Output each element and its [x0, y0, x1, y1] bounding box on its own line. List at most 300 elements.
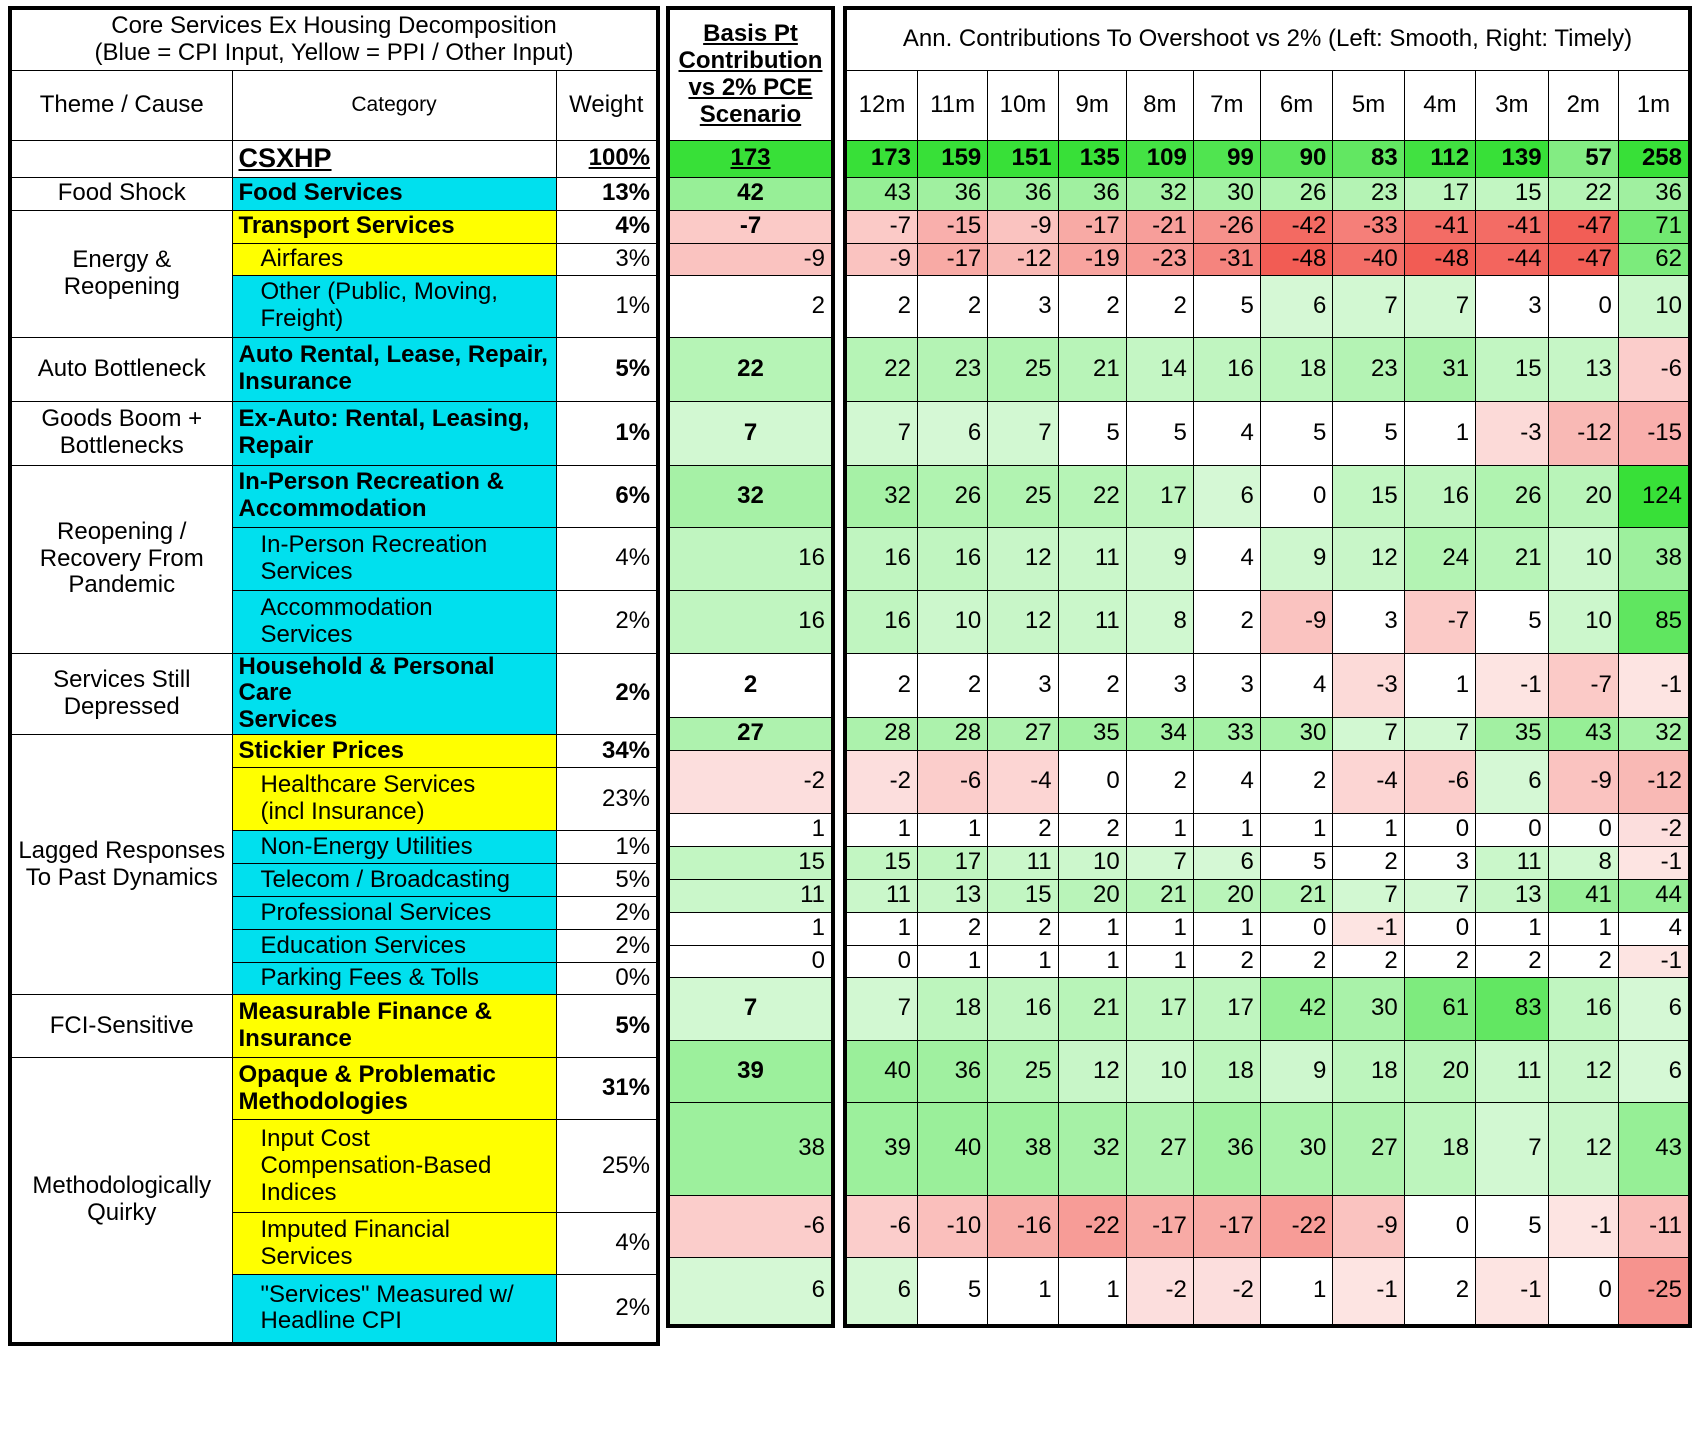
contrib-number: 0 [1598, 291, 1612, 319]
contrib-value [917, 1257, 987, 1326]
contrib-number: 4 [1240, 544, 1254, 572]
contrib-number: 32 [1160, 179, 1187, 207]
contrib-value [1058, 210, 1126, 243]
contrib-number: 2 [1312, 767, 1327, 795]
horizon-header [1058, 70, 1126, 140]
category-cell [232, 1120, 556, 1213]
contrib-value [1260, 140, 1332, 177]
contrib-number: 16 [1227, 354, 1254, 382]
contrib-number: 5 [1528, 607, 1542, 635]
contrib-number: 0 [1312, 481, 1327, 509]
weight-cell [556, 177, 658, 210]
scenario-header-line: Contribution [678, 46, 823, 74]
contrib-number: 5 [1384, 418, 1398, 446]
contrib-value [1126, 813, 1193, 846]
contrib-value [1260, 401, 1332, 465]
contrib-number: 2 [1038, 914, 1052, 942]
weight-cell [556, 653, 658, 735]
contrib-number: 5 [967, 1276, 982, 1304]
contrib-value [1193, 140, 1260, 177]
contrib-number: 22 [884, 354, 911, 382]
scenario-number: 173 [730, 144, 771, 172]
contrib-number: -9 [1376, 1211, 1398, 1239]
contrib-row [845, 750, 1690, 813]
contrib-number: 6 [1240, 848, 1254, 876]
weight-value: 5% [615, 865, 651, 893]
contrib-value [988, 912, 1058, 945]
contrib-value [1333, 401, 1404, 465]
contrib-value [1260, 590, 1332, 653]
contrib-value [1193, 1257, 1260, 1326]
category-cell [232, 653, 556, 735]
table-row [10, 465, 658, 527]
contrib-value [988, 945, 1058, 977]
contrib-value [1058, 750, 1126, 813]
contrib-value [1058, 1195, 1126, 1257]
contrib-value [1476, 1102, 1548, 1195]
weight-value: 0% [615, 964, 651, 992]
contrib-number: 2 [1598, 946, 1612, 974]
contrib-value [1333, 653, 1404, 717]
contrib-value [917, 590, 987, 653]
scenario-row [668, 243, 833, 275]
contrib-number: -41 [1434, 212, 1470, 240]
contrib-value [1404, 210, 1475, 243]
scenario-number: 32 [737, 481, 764, 509]
contrib-value [845, 1257, 917, 1326]
category-cell [232, 897, 556, 930]
contrib-value [1618, 590, 1690, 653]
contrib-value [1618, 337, 1690, 401]
contrib-row [845, 527, 1690, 590]
contrib-number: 0 [1312, 914, 1327, 942]
weight-cell [556, 243, 658, 275]
contrib-number: 3 [1038, 670, 1052, 698]
contrib-number: 1 [967, 815, 982, 843]
contrib-value [1058, 945, 1126, 977]
contrib-value [1404, 1195, 1475, 1257]
contrib-value [1333, 717, 1404, 750]
contrib-value [1333, 750, 1404, 813]
contrib-number: -1 [1520, 670, 1542, 698]
scenario-number: 7 [743, 418, 758, 446]
contrib-number: 36 [954, 1056, 982, 1084]
contrib-value [988, 846, 1058, 879]
contrib-value [1404, 750, 1475, 813]
horizon-label: 10m [999, 90, 1047, 118]
contrib-number: 24 [1442, 544, 1470, 572]
contrib-row [845, 275, 1690, 337]
contrib-number: 83 [1371, 144, 1398, 172]
contrib-number: 15 [1371, 481, 1398, 509]
contrib-number: -44 [1506, 244, 1542, 272]
contrib-number: 0 [1455, 1211, 1470, 1239]
contrib-value [1476, 1195, 1548, 1257]
category-label: In-Person Recreation [260, 530, 488, 558]
contrib-number: -23 [1152, 244, 1187, 272]
contrib-value [988, 590, 1058, 653]
scenario-number: -9 [803, 244, 825, 272]
contrib-number: 16 [954, 544, 982, 572]
contrib-number: 9 [1312, 544, 1327, 572]
contrib-number: 26 [954, 481, 982, 509]
scenario-number: 16 [798, 607, 825, 635]
contrib-number: 1 [1173, 815, 1187, 843]
contrib-value [988, 275, 1058, 337]
contrib-number: 39 [884, 1134, 911, 1162]
table-row [10, 401, 658, 465]
weight-value: 6% [615, 481, 651, 509]
contrib-value [1260, 1257, 1332, 1326]
contrib-number: -47 [1577, 212, 1612, 240]
contrib-value [1260, 945, 1332, 977]
contrib-number: 23 [1371, 179, 1398, 207]
contrib-number: -17 [946, 244, 982, 272]
contrib-number: 18 [1299, 354, 1327, 382]
theme-label: Lagged Responses [18, 836, 226, 864]
table-title [10, 8, 658, 70]
scenario-number: 39 [737, 1056, 764, 1084]
contrib-number: 10 [1655, 291, 1682, 319]
contrib-number: 90 [1299, 144, 1327, 172]
category-label: In-Person Recreation & [238, 468, 504, 496]
contrib-value [1260, 465, 1332, 527]
contrib-value [1404, 527, 1475, 590]
contrib-number: 21 [1160, 881, 1187, 909]
contrib-number: 18 [1442, 1134, 1470, 1162]
contrib-number: 11 [1094, 607, 1120, 635]
contrib-value [1548, 846, 1618, 879]
contrib-number: -48 [1434, 244, 1470, 272]
contrib-value [1333, 177, 1404, 210]
contrib-number: 11 [1516, 1056, 1542, 1084]
horizon-label: 2m [1566, 90, 1600, 118]
contrib-row [845, 1102, 1690, 1195]
contrib-number: 3 [1528, 291, 1542, 319]
contrib-number: 0 [1528, 815, 1542, 843]
category-cell [232, 1058, 556, 1120]
contrib-row [845, 140, 1690, 177]
contrib-number: 12 [1093, 1056, 1120, 1084]
contrib-value [1058, 717, 1126, 750]
contrib-value [845, 465, 917, 527]
weight-cell [556, 735, 658, 768]
scenario-value [668, 977, 833, 1040]
contrib-value [1333, 977, 1404, 1040]
contrib-value [1193, 1040, 1260, 1102]
scenario-number: 42 [737, 179, 764, 207]
weight-value: 4% [615, 212, 651, 240]
contrib-value [1548, 275, 1618, 337]
contrib-value [917, 653, 987, 717]
contrib-value [1260, 177, 1332, 210]
contrib-value [1476, 1257, 1548, 1326]
contrib-number: 22 [1093, 481, 1120, 509]
contrib-value [1618, 717, 1690, 750]
column-header-row [10, 70, 658, 140]
contrib-value [1476, 243, 1548, 275]
contrib-value [1333, 846, 1404, 879]
scenario-value [668, 717, 833, 750]
title-row [10, 8, 658, 70]
category-cell [232, 1275, 556, 1344]
contrib-number: -21 [1152, 212, 1187, 240]
weight-value: 2% [615, 931, 651, 959]
contrib-number: -1 [1660, 670, 1682, 698]
category-label: Professional Services [260, 898, 492, 926]
contrib-number: -9 [889, 244, 911, 272]
contrib-number: 23 [954, 354, 982, 382]
contrib-row [845, 243, 1690, 275]
horizon-header [1404, 70, 1475, 140]
scenario-header-row [668, 8, 833, 140]
weight-value: 13% [601, 179, 651, 207]
contrib-number: 32 [1655, 719, 1682, 747]
contrib-value [1618, 527, 1690, 590]
weight-cell [556, 864, 658, 897]
contrib-number: 40 [954, 1134, 982, 1162]
contrib-number: -3 [1520, 418, 1542, 446]
contrib-number: -41 [1506, 212, 1542, 240]
contrib-number: 36 [954, 179, 982, 207]
contrib-number: 2 [1038, 815, 1052, 843]
contrib-value [845, 945, 917, 977]
category-cell [232, 527, 556, 590]
contrib-value [917, 140, 987, 177]
contrib-number: 17 [1160, 481, 1187, 509]
scenario-value [668, 401, 833, 465]
category-cell [232, 995, 556, 1058]
contrib-value [845, 337, 917, 401]
weight-value: 4% [615, 1229, 651, 1257]
contrib-value [917, 337, 987, 401]
contrib-value [1260, 1102, 1332, 1195]
contrib-number: 4 [1668, 914, 1682, 942]
contrib-value [988, 1195, 1058, 1257]
contrib-value [1260, 1195, 1332, 1257]
contrib-number: -17 [1085, 212, 1120, 240]
contrib-value [1126, 590, 1193, 653]
scenario-row [668, 879, 833, 912]
contrib-number: 21 [1093, 354, 1120, 382]
contrib-value [1618, 977, 1690, 1040]
weight-value: 4% [615, 544, 651, 572]
contrib-value [1333, 590, 1404, 653]
contrib-number: -2 [1660, 815, 1682, 843]
scenario-row [668, 590, 833, 653]
contrib-number: 21 [1093, 994, 1120, 1022]
contrib-value [1618, 401, 1690, 465]
contrib-value [1126, 275, 1193, 337]
theme-label: Services Still [53, 665, 191, 693]
contrib-number: 30 [1371, 994, 1398, 1022]
contrib-value [1476, 879, 1548, 912]
weight-cell [556, 995, 658, 1058]
contrib-value [1260, 1040, 1332, 1102]
contrib-number: 27 [1024, 719, 1052, 747]
contrib-number: 1 [1106, 946, 1120, 974]
contrib-value [988, 813, 1058, 846]
contrib-number: -33 [1363, 212, 1398, 240]
contrib-value [1333, 879, 1404, 912]
scenario-row [668, 1257, 833, 1326]
contrib-value [1548, 177, 1618, 210]
contrib-value [1404, 465, 1475, 527]
contrib-number: 17 [954, 848, 982, 876]
contrib-number: 1 [967, 946, 982, 974]
contrib-number: -1 [1520, 1276, 1542, 1304]
contrib-value [917, 912, 987, 945]
contrib-number: 15 [884, 848, 911, 876]
contrib-number: 6 [1312, 291, 1327, 319]
theme-cell [10, 401, 232, 465]
table-row [10, 210, 658, 243]
horizon-label: 7m [1210, 90, 1244, 118]
contrib-value [1260, 210, 1332, 243]
scenario-number: 11 [800, 881, 825, 909]
category-label: Stickier Prices [238, 736, 404, 764]
contrib-number: 13 [1514, 881, 1542, 909]
contrib-value [1404, 177, 1475, 210]
category-label: Services [238, 706, 338, 734]
contrib-value [1404, 653, 1475, 717]
contrib-number: 5 [1240, 291, 1254, 319]
contrib-value [845, 1040, 917, 1102]
contrib-value [1126, 177, 1193, 210]
contrib-number: 27 [1371, 1134, 1398, 1162]
weight-cell [556, 590, 658, 653]
contrib-number: 0 [1598, 815, 1612, 843]
contrib-value [1618, 750, 1690, 813]
contrib-value [988, 977, 1058, 1040]
contrib-row [845, 401, 1690, 465]
contrib-value [1058, 813, 1126, 846]
contrib-number: 26 [1299, 179, 1327, 207]
horizon-header-row [845, 70, 1690, 140]
scenario-row [668, 977, 833, 1040]
scenario-value [668, 337, 833, 401]
theme-label: Recovery From [39, 544, 204, 572]
contrib-number: 26 [1514, 481, 1542, 509]
category-cell [232, 177, 556, 210]
category-column-header-label: Category [351, 93, 437, 117]
scenario-row [668, 717, 833, 750]
contrib-number: 23 [1371, 354, 1398, 382]
contrib-number: -12 [1016, 244, 1052, 272]
weight-column-header-label: Weight [569, 90, 644, 118]
horizon-label: 12m [858, 90, 906, 118]
contrib-number: 20 [1585, 481, 1612, 509]
horizon-label: 11m [930, 90, 976, 118]
contrib-number: -4 [1030, 767, 1052, 795]
contrib-value [845, 912, 917, 945]
contrib-value [1333, 945, 1404, 977]
contrib-row [845, 1040, 1690, 1102]
contrib-value [1618, 177, 1690, 210]
weight-value: 1% [615, 291, 651, 319]
contrib-number: 43 [884, 179, 911, 207]
contrib-number: 1 [1240, 914, 1254, 942]
contrib-value [917, 177, 987, 210]
contrib-row [845, 177, 1690, 210]
contrib-value [845, 275, 917, 337]
horizon-header [1548, 70, 1618, 140]
contrib-number: 31 [1442, 354, 1470, 382]
contrib-value [1193, 977, 1260, 1040]
contrib-number: 20 [1227, 881, 1254, 909]
contrib-number: 36 [1227, 1134, 1254, 1162]
contrib-number: 7 [1173, 848, 1187, 876]
contrib-value [1404, 590, 1475, 653]
scenario-row [668, 140, 833, 177]
contrib-number: 10 [1585, 544, 1612, 572]
contrib-value [1548, 653, 1618, 717]
category-cell [232, 401, 556, 465]
contrib-number: 10 [1160, 1056, 1187, 1084]
contrib-number: 0 [1598, 1276, 1612, 1304]
contrib-value [845, 210, 917, 243]
category-label: Accommodation [260, 593, 433, 621]
scenario-row [668, 527, 833, 590]
contrib-number: 151 [1011, 144, 1052, 172]
contrib-value [1476, 401, 1548, 465]
contrib-value [1404, 717, 1475, 750]
theme-cell [10, 465, 232, 653]
contrib-number: 43 [1585, 719, 1612, 747]
contrib-value [1548, 977, 1618, 1040]
contrib-value [1126, 210, 1193, 243]
category-label: Non-Energy Utilities [260, 832, 473, 860]
contrib-number: -1 [1376, 914, 1398, 942]
weight-value: 2% [615, 607, 651, 635]
contrib-value [1058, 465, 1126, 527]
contrib-number: 2 [1106, 291, 1120, 319]
contrib-value [988, 210, 1058, 243]
contrib-number: 1 [1173, 914, 1187, 942]
contrib-value [1618, 243, 1690, 275]
contrib-value [1333, 1040, 1404, 1102]
contrib-value [1548, 590, 1618, 653]
weight-value: 3% [615, 244, 651, 272]
contrib-value [1058, 1040, 1126, 1102]
contrib-number: 124 [1641, 481, 1682, 509]
contrib-number: 41 [1585, 881, 1612, 909]
contrib-value [1126, 401, 1193, 465]
table-row [10, 735, 658, 768]
scenario-number: 38 [798, 1134, 825, 1162]
contrib-value [1193, 337, 1260, 401]
theme-cell [10, 337, 232, 401]
contrib-number: -15 [946, 212, 982, 240]
contrib-number: 13 [1585, 354, 1612, 382]
contrib-value [1548, 750, 1618, 813]
contrib-value [1260, 527, 1332, 590]
contrib-number: 6 [1668, 994, 1682, 1022]
category-cell [232, 1213, 556, 1275]
contrib-number: -7 [1590, 670, 1612, 698]
contrib-value [1404, 977, 1475, 1040]
weight-value: 34% [601, 736, 651, 764]
contrib-row [845, 879, 1690, 912]
weight-cell [556, 527, 658, 590]
contrib-value [1404, 945, 1475, 977]
horizon-header [917, 70, 987, 140]
contrib-row [845, 1257, 1690, 1326]
horizon-label: 6m [1279, 90, 1314, 118]
weight-cell [556, 140, 658, 177]
contrib-number: 7 [1528, 1134, 1542, 1162]
category-label: Headline CPI [260, 1307, 402, 1335]
